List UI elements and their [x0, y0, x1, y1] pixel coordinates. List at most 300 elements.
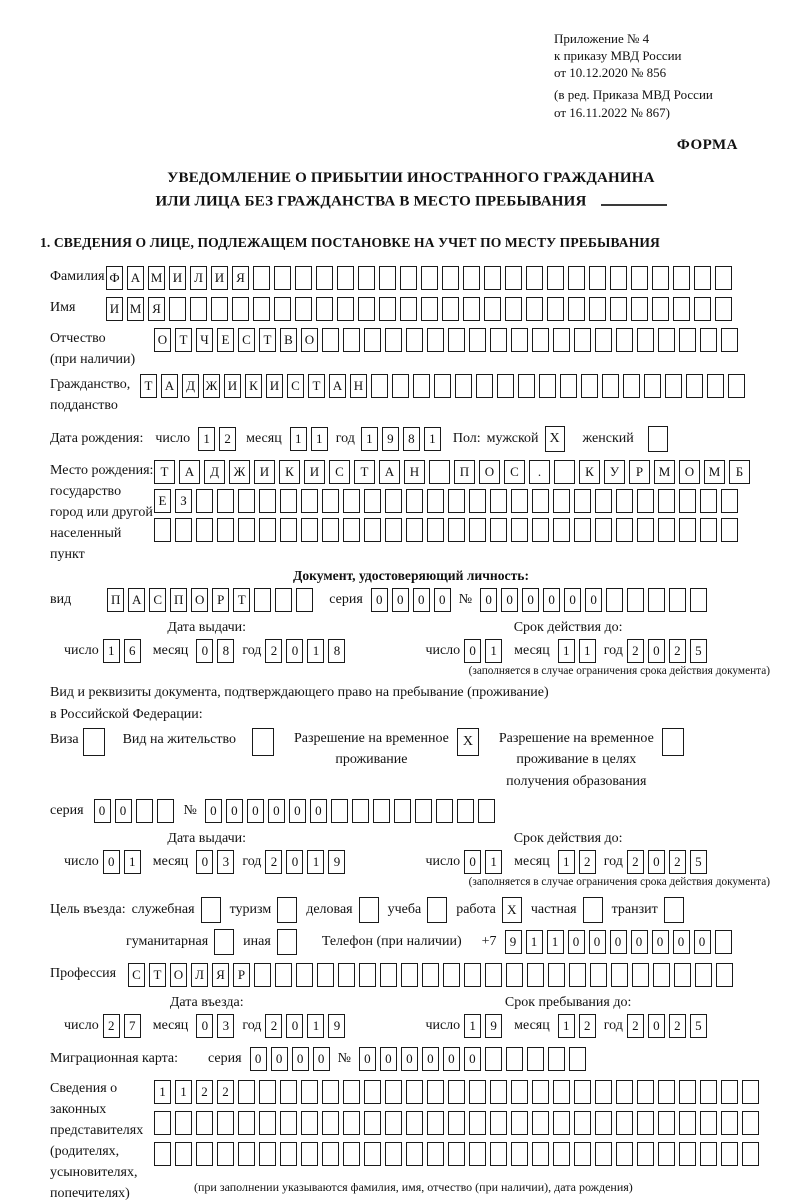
char-cell	[518, 374, 535, 398]
temp-permit-label-line2: проживание	[335, 752, 408, 768]
char-cell: 0	[115, 799, 132, 823]
annex-line: к приказу МВД России	[554, 48, 682, 64]
purpose-option-checkbox	[277, 897, 297, 923]
char-cell	[371, 374, 388, 398]
char-cell	[511, 489, 528, 513]
char-cell	[490, 489, 507, 513]
entry-purpose-options-row1	[132, 897, 693, 923]
sex-female-checkbox	[648, 426, 672, 452]
char-cell: 3	[217, 850, 234, 874]
char-cell	[343, 518, 360, 542]
char-cell: 0	[610, 930, 627, 954]
legal-reps-label-line: представителях	[50, 1122, 144, 1138]
day-label: число	[425, 642, 461, 658]
char-cell	[674, 963, 691, 987]
char-cell: С	[504, 460, 525, 484]
char-cell: И	[224, 374, 241, 398]
char-cell	[406, 518, 423, 542]
sex-female-label: женский	[582, 430, 634, 446]
birth-place-row3-cells	[154, 518, 754, 542]
char-cell: 0	[673, 930, 690, 954]
char-cell: 2	[196, 1080, 213, 1104]
purpose-option	[243, 929, 297, 955]
purpose-option-label: иная	[243, 933, 271, 949]
char-cell: И	[169, 266, 186, 290]
residence-doc-intro-line2: в Российской Федерации:	[50, 706, 203, 722]
char-cell	[652, 297, 669, 321]
month-cells	[196, 1014, 238, 1038]
char-cell	[280, 1111, 297, 1135]
legal-reps-row3-cells	[154, 1142, 763, 1166]
char-cell: 0	[380, 1047, 397, 1071]
char-cell	[238, 1111, 255, 1135]
char-cell	[637, 1142, 654, 1166]
char-cell	[547, 266, 564, 290]
legal-reps-row2-cells	[154, 1111, 763, 1135]
purpose-option-label: транзит	[611, 901, 658, 917]
year-cells	[265, 1014, 349, 1038]
profession-label: Профессия	[50, 965, 117, 981]
char-cell: 1	[526, 930, 543, 954]
char-cell: 1	[464, 1014, 481, 1038]
char-cell: Т	[149, 963, 166, 987]
day-label: число	[64, 853, 99, 869]
entry-purpose-row1	[50, 897, 772, 923]
purpose-option	[230, 897, 298, 923]
month-cells	[558, 850, 600, 874]
char-cell: 9	[328, 850, 345, 874]
char-cell: 9	[382, 427, 399, 451]
char-cell: С	[238, 328, 255, 352]
purpose-option-checkbox	[427, 897, 447, 923]
identity-doc-heading: Документ, удостоверяющий личность:	[293, 567, 529, 583]
char-cell	[331, 799, 348, 823]
char-cell: 0	[196, 639, 213, 663]
char-cell	[610, 266, 627, 290]
char-cell: 1	[154, 1080, 171, 1104]
char-cell: Р	[629, 460, 650, 484]
annex-block	[554, 30, 772, 121]
char-cell: 1	[290, 427, 307, 451]
char-cell: 2	[627, 639, 644, 663]
char-cell: 0	[464, 850, 481, 874]
char-cell	[490, 518, 507, 542]
char-cell: 2	[217, 1080, 234, 1104]
day-cells	[464, 850, 506, 874]
char-cell: Р	[212, 588, 229, 612]
char-cell	[631, 266, 648, 290]
char-cell: 5	[690, 850, 707, 874]
char-cell	[553, 1142, 570, 1166]
char-cell	[238, 1142, 255, 1166]
birth-day-cells	[198, 427, 240, 451]
char-cell: 5	[690, 1014, 707, 1038]
char-cell: Ж	[229, 460, 250, 484]
char-cell: X	[457, 728, 479, 756]
issue-date-heading: Дата выдачи:	[167, 619, 247, 635]
char-cell: 1	[175, 1080, 192, 1104]
char-cell	[707, 374, 724, 398]
char-cell	[560, 374, 577, 398]
char-cell: 0	[543, 588, 560, 612]
char-cell: 0	[205, 799, 222, 823]
char-cell: К	[245, 374, 262, 398]
char-cell	[385, 518, 402, 542]
char-cell: И	[304, 460, 325, 484]
char-cell	[406, 489, 423, 513]
stay-until-row	[425, 1014, 710, 1038]
char-cell	[700, 489, 717, 513]
temp-permit-edu-label	[499, 728, 654, 793]
form-label: ФОРМА	[676, 136, 738, 153]
char-cell: Ч	[196, 328, 213, 352]
char-cell: Ф	[106, 266, 123, 290]
char-cell	[632, 963, 649, 987]
char-cell	[700, 328, 717, 352]
char-cell	[280, 1142, 297, 1166]
char-cell	[259, 1080, 276, 1104]
char-cell	[322, 1142, 339, 1166]
char-cell: А	[379, 460, 400, 484]
char-cell	[526, 297, 543, 321]
entry-stay-datepair	[50, 995, 772, 1038]
residence-doc-intro-line1: Вид и реквизиты документа, подтверждающего право на пребывание (проживание)	[50, 684, 549, 700]
char-cell: 0	[247, 799, 264, 823]
char-cell: 0	[648, 639, 665, 663]
char-cell	[568, 297, 585, 321]
char-cell: П	[107, 588, 124, 612]
char-cell	[721, 1080, 738, 1104]
char-cell	[690, 588, 707, 612]
doc-number-cells	[480, 588, 711, 612]
char-cell	[554, 460, 575, 484]
char-cell	[154, 518, 171, 542]
char-cell	[648, 426, 668, 452]
char-cell	[574, 328, 591, 352]
temp-permit-label-line1: Разрешение на временное	[293, 730, 449, 746]
char-cell	[196, 1142, 213, 1166]
char-cell: 1	[198, 427, 215, 451]
char-cell	[343, 1080, 360, 1104]
char-cell	[716, 963, 733, 987]
month-label: месяц	[514, 853, 550, 869]
birth-place-cells-block	[154, 460, 754, 565]
char-cell	[413, 374, 430, 398]
expiry-date-heading: Срок действия до:	[513, 830, 623, 846]
char-cell: 2	[265, 850, 282, 874]
char-cell	[476, 374, 493, 398]
char-cell	[380, 963, 397, 987]
char-cell	[296, 588, 313, 612]
char-cell	[490, 328, 507, 352]
month-cells	[558, 639, 600, 663]
char-cell: 0	[648, 1014, 665, 1038]
char-cell	[511, 328, 528, 352]
char-cell: 8	[328, 639, 345, 663]
char-cell	[532, 489, 549, 513]
char-cell	[259, 1142, 276, 1166]
char-cell: 0	[564, 588, 581, 612]
char-cell: 1	[124, 850, 141, 874]
doc-number-label: №	[458, 591, 473, 607]
char-cell	[595, 328, 612, 352]
purpose-option	[612, 897, 684, 923]
char-cell: 6	[124, 639, 141, 663]
char-cell: А	[329, 374, 346, 398]
char-cell: 2	[579, 850, 596, 874]
birth-place-label-line: город или другой	[50, 504, 153, 520]
char-cell	[569, 963, 586, 987]
residence-doc-datepair	[50, 831, 772, 874]
char-cell	[478, 799, 495, 823]
char-cell	[385, 1080, 402, 1104]
char-cell: К	[279, 460, 300, 484]
char-cell	[673, 297, 690, 321]
char-cell: 0	[585, 588, 602, 612]
char-cell	[434, 374, 451, 398]
char-cell	[364, 1142, 381, 1166]
char-cell	[154, 1111, 171, 1135]
char-cell: Б	[729, 460, 750, 484]
char-cell	[322, 328, 339, 352]
char-cell	[742, 1142, 759, 1166]
char-cell: Я	[148, 297, 165, 321]
char-cell: 9	[505, 930, 522, 954]
char-cell: Н	[404, 460, 425, 484]
temp-permit-checkbox	[457, 728, 483, 756]
char-cell: 0	[313, 1047, 330, 1071]
expiry-note: (заполняется в случае ограничения срока действия документа)	[468, 664, 770, 677]
char-cell	[217, 489, 234, 513]
legal-reps-label-line: (родителях,	[50, 1143, 120, 1159]
char-cell: О	[679, 460, 700, 484]
stay-until-heading: Срок пребывания до:	[504, 994, 632, 1010]
char-cell: М	[127, 297, 144, 321]
char-cell	[527, 963, 544, 987]
char-cell: 1	[103, 639, 120, 663]
char-cell	[637, 1111, 654, 1135]
char-cell: Р	[233, 963, 250, 987]
char-cell	[721, 1111, 738, 1135]
birth-place-label	[50, 460, 154, 565]
char-cell	[280, 518, 297, 542]
char-cell: 0	[268, 799, 285, 823]
char-cell	[595, 1080, 612, 1104]
char-cell: О	[170, 963, 187, 987]
char-cell	[443, 963, 460, 987]
char-cell: 0	[652, 930, 669, 954]
citizenship-row	[50, 374, 772, 416]
char-cell: А	[161, 374, 178, 398]
char-cell	[485, 1047, 502, 1071]
birth-month-label: месяц	[246, 430, 282, 446]
char-cell	[637, 518, 654, 542]
day-label: число	[425, 1017, 461, 1033]
title-line1: УВЕДОМЛЕНИЕ О ПРИБЫТИИ ИНОСТРАННОГО ГРАЖДАНИНА	[167, 169, 655, 186]
entry-stay-dates	[50, 995, 772, 1038]
char-cell	[662, 728, 684, 756]
char-cell	[490, 1080, 507, 1104]
char-cell: И	[266, 374, 283, 398]
purpose-option-label: служебная	[131, 901, 195, 917]
char-cell: 0	[480, 588, 497, 612]
char-cell	[715, 266, 732, 290]
char-cell: 0	[310, 799, 327, 823]
char-cell: 2	[579, 1014, 596, 1038]
char-cell: 1	[485, 850, 502, 874]
entry-purpose-row2	[50, 929, 772, 955]
char-cell	[343, 328, 360, 352]
char-cell	[721, 489, 738, 513]
page-title	[50, 167, 772, 214]
char-cell	[700, 1142, 717, 1166]
year-label: год	[603, 642, 623, 658]
residence-doc-serial-row	[50, 799, 772, 823]
birth-place-label-line: Место рождения:	[50, 462, 154, 478]
char-cell	[364, 489, 381, 513]
char-cell: 9	[328, 1014, 345, 1038]
day-cells	[103, 1014, 145, 1038]
patronymic-label-line2: (при наличии)	[50, 351, 136, 367]
patronymic-label	[50, 328, 154, 370]
char-cell: Т	[259, 328, 276, 352]
char-cell	[616, 328, 633, 352]
char-cell	[448, 1111, 465, 1135]
char-cell	[611, 963, 628, 987]
migration-card-label: Миграционная карта:	[50, 1050, 179, 1066]
char-cell	[742, 1111, 759, 1135]
issue-date-col	[64, 620, 349, 663]
char-cell: 1	[307, 639, 324, 663]
char-cell: 0	[103, 850, 120, 874]
char-cell: 0	[648, 850, 665, 874]
purpose-option-checkbox: X	[502, 897, 522, 923]
char-cell	[679, 489, 696, 513]
identity-doc-row	[50, 588, 772, 612]
year-cells	[627, 850, 711, 874]
char-cell	[385, 489, 402, 513]
char-cell	[358, 266, 375, 290]
char-cell	[448, 328, 465, 352]
char-cell	[359, 963, 376, 987]
char-cell	[595, 518, 612, 542]
char-cell	[574, 518, 591, 542]
char-cell: М	[704, 460, 725, 484]
legal-reps-label-line: законных	[50, 1101, 107, 1117]
doc-kind-label: вид	[50, 591, 72, 607]
char-cell	[721, 518, 738, 542]
char-cell: 1	[311, 427, 328, 451]
char-cell	[616, 518, 633, 542]
residence-doc-dates	[50, 831, 772, 888]
char-cell: 0	[443, 1047, 460, 1071]
birth-year-cells	[361, 427, 445, 451]
char-cell	[553, 518, 570, 542]
legal-reps-label-line: усыновителях,	[50, 1164, 138, 1180]
char-cell	[553, 328, 570, 352]
char-cell	[259, 1111, 276, 1135]
char-cell	[679, 328, 696, 352]
day-cells	[103, 639, 145, 663]
char-cell	[442, 266, 459, 290]
char-cell	[385, 328, 402, 352]
phone-prefix: +7	[481, 933, 497, 949]
char-cell: 0	[226, 799, 243, 823]
year-label: год	[242, 642, 262, 658]
char-cell	[322, 489, 339, 513]
char-cell	[469, 518, 486, 542]
purpose-option	[456, 897, 522, 923]
char-cell: 0	[422, 1047, 439, 1071]
residence-permit-label: Вид на жительство	[122, 731, 236, 747]
char-cell	[589, 266, 606, 290]
char-cell	[669, 588, 686, 612]
residence-doc-intro	[50, 685, 772, 723]
char-cell: В	[280, 328, 297, 352]
char-cell	[415, 799, 432, 823]
char-cell: 0	[371, 588, 388, 612]
char-cell: Л	[190, 266, 207, 290]
char-cell: 0	[286, 1014, 303, 1038]
residence-series-cells	[94, 799, 178, 823]
char-cell	[275, 588, 292, 612]
char-cell: О	[154, 328, 171, 352]
char-cell	[595, 1111, 612, 1135]
char-cell	[547, 297, 564, 321]
char-cell	[631, 297, 648, 321]
char-cell: 0	[589, 930, 606, 954]
char-cell	[316, 266, 333, 290]
char-cell	[455, 374, 472, 398]
char-cell	[394, 799, 411, 823]
char-cell: 1	[424, 427, 441, 451]
expiry-date-col	[425, 831, 710, 874]
month-cells	[196, 639, 238, 663]
char-cell	[658, 1111, 675, 1135]
year-cells	[627, 1014, 711, 1038]
char-cell	[338, 963, 355, 987]
char-cell	[637, 1080, 654, 1104]
char-cell: 0	[196, 850, 213, 874]
char-cell: П	[170, 588, 187, 612]
char-cell	[406, 1111, 423, 1135]
char-cell	[484, 266, 501, 290]
legal-reps-block	[50, 1078, 772, 1204]
citizenship-cells	[140, 374, 749, 398]
birth-date-label: Дата рождения:	[50, 430, 144, 446]
doc-series-label: серия	[329, 591, 363, 607]
char-cell	[694, 297, 711, 321]
phone-label: Телефон (при наличии)	[321, 933, 462, 949]
char-cell	[532, 518, 549, 542]
char-cell	[715, 297, 732, 321]
char-cell	[574, 489, 591, 513]
char-cell: О	[301, 328, 318, 352]
char-cell: М	[148, 266, 165, 290]
annex-line: Приложение № 4	[554, 31, 650, 46]
char-cell: 1	[558, 639, 575, 663]
char-cell	[238, 489, 255, 513]
legal-reps-label-line: Сведения о	[50, 1080, 118, 1096]
birth-place-row1-cells	[154, 460, 754, 484]
char-cell	[610, 297, 627, 321]
char-cell	[532, 1080, 549, 1104]
birth-month-cells	[290, 427, 332, 451]
month-label: месяц	[152, 853, 189, 869]
char-cell	[364, 1111, 381, 1135]
legal-reps-label	[50, 1078, 154, 1204]
char-cell: С	[287, 374, 304, 398]
